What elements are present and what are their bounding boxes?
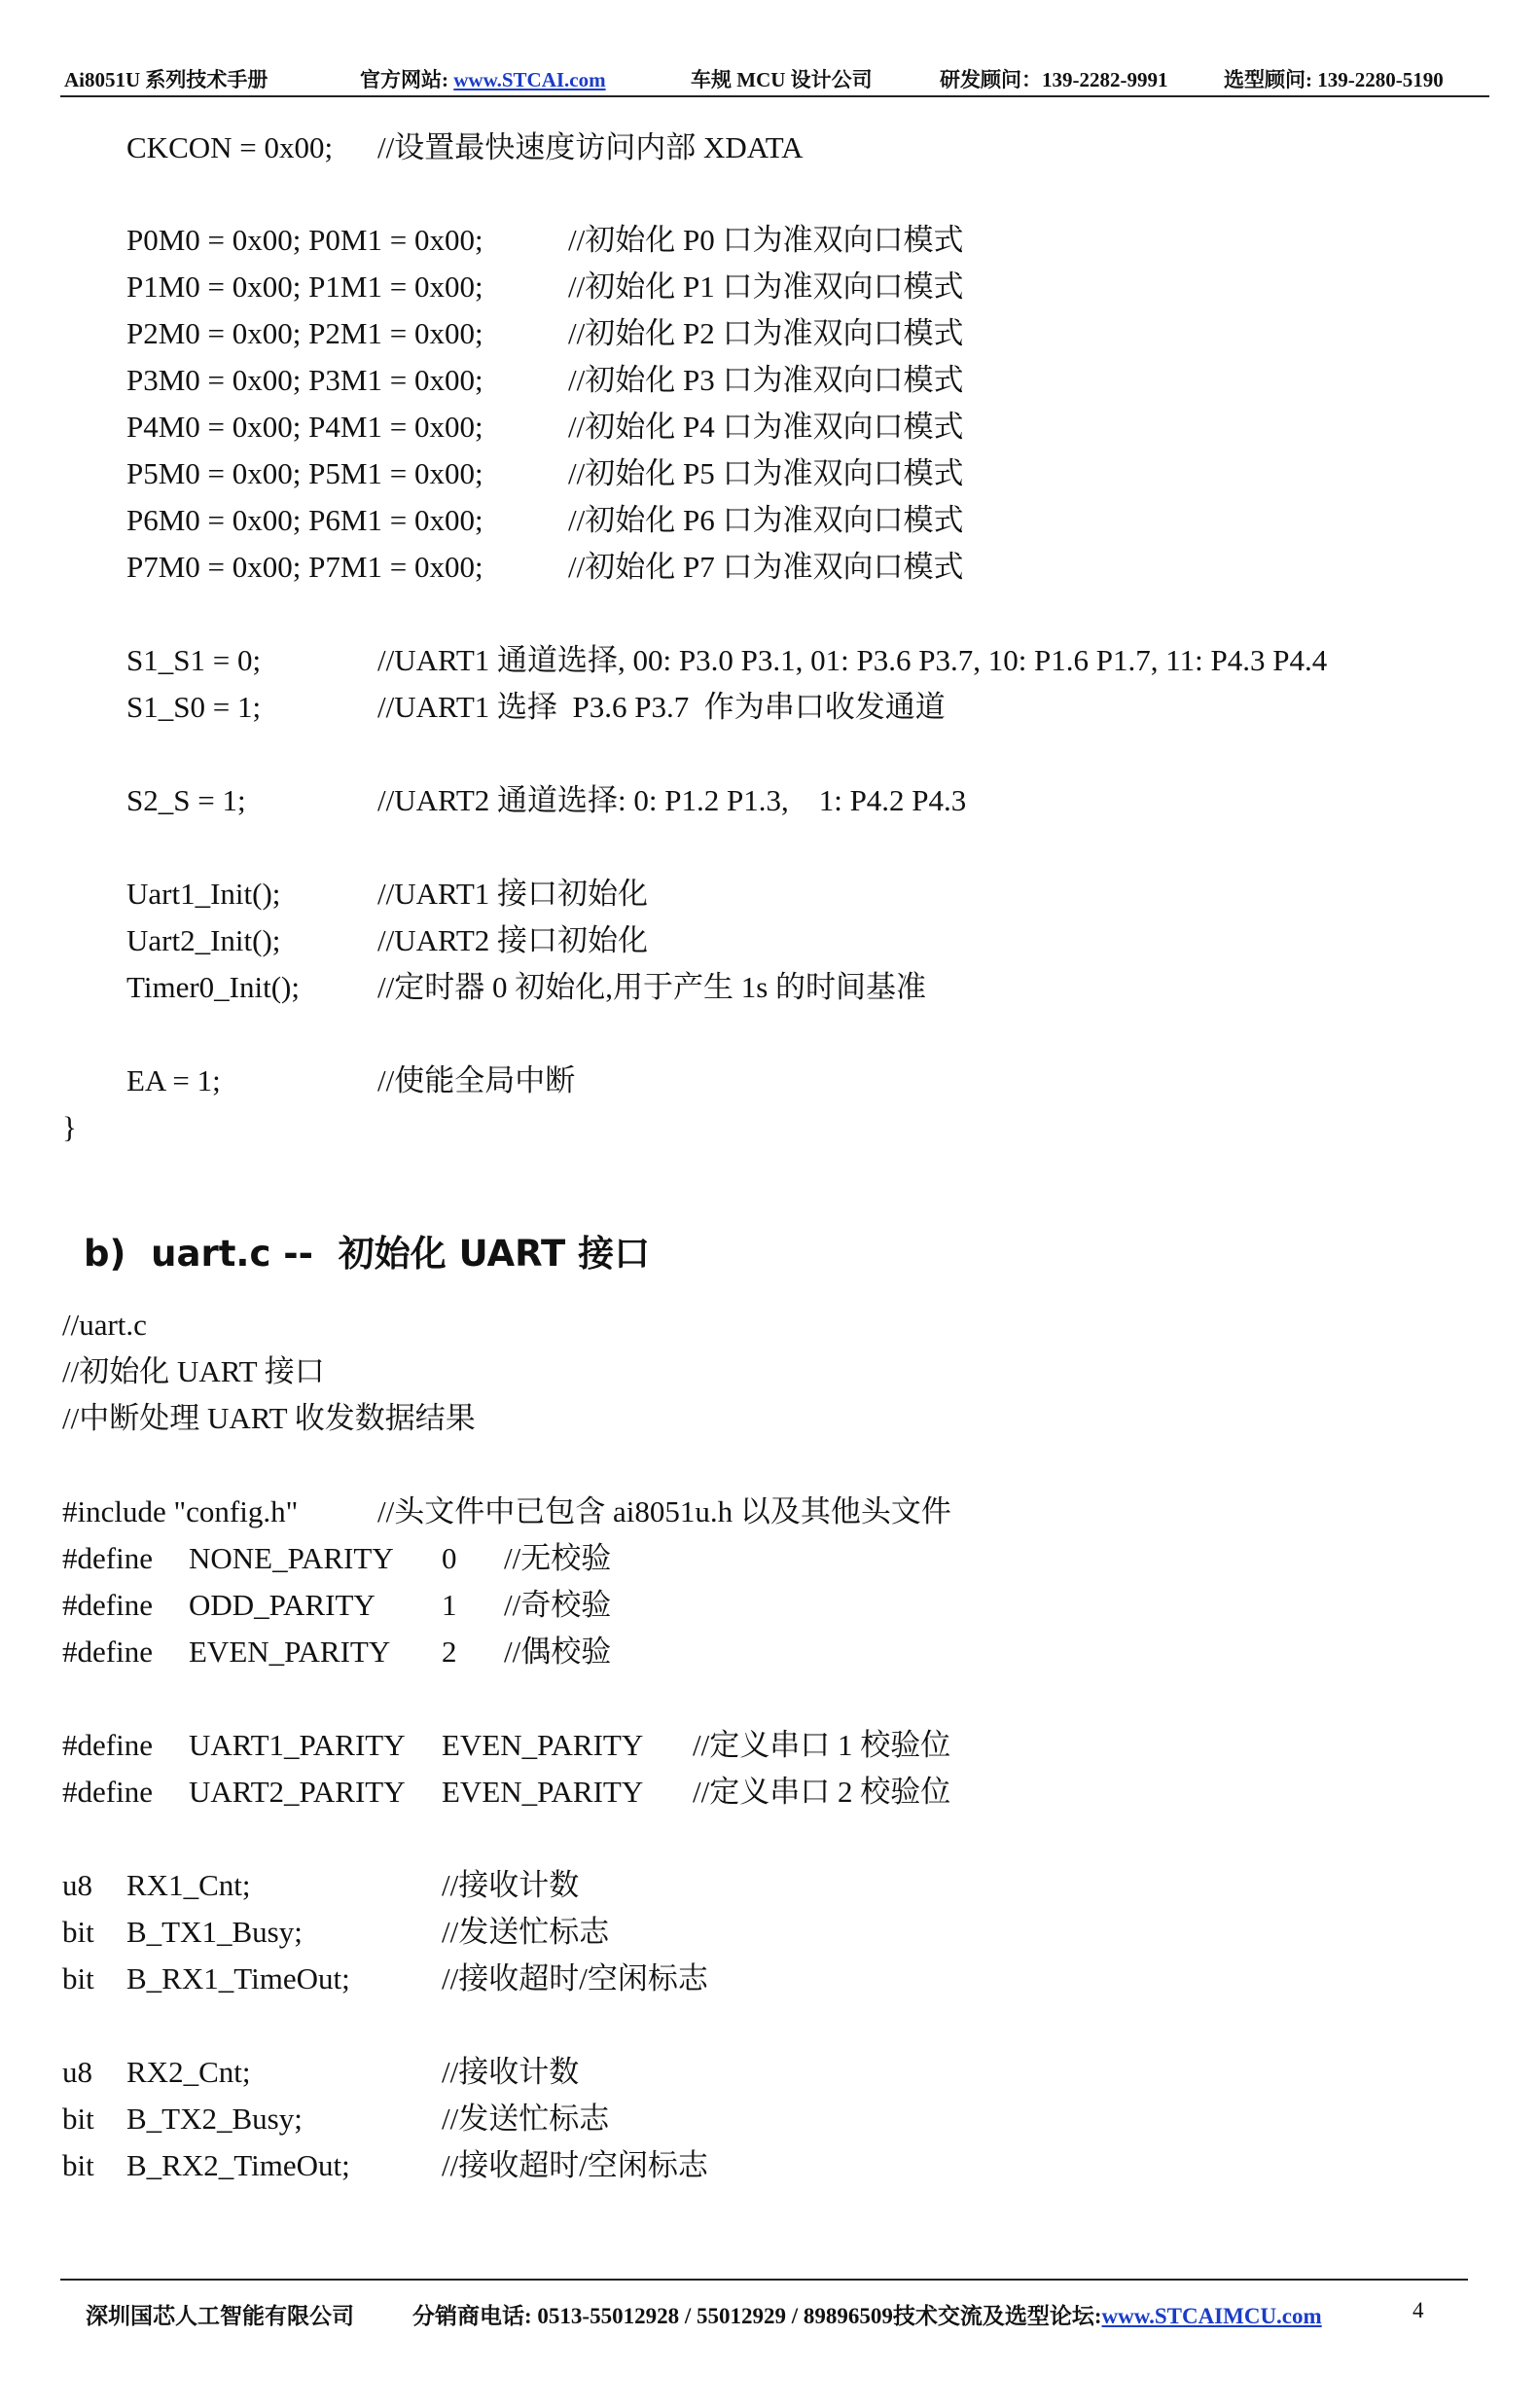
company-tagline: 车规 MCU 设计公司 [691, 68, 873, 91]
page-footer [60, 2279, 1468, 2329]
official-site [360, 64, 606, 93]
forum-link[interactable]: www.STCAIMCU.com [1101, 2304, 1322, 2328]
distributor-phone: 分销商电话: 0513-55012928 / 55012929 / 89896509技术交流及选型论坛: [412, 2304, 1102, 2328]
page-number: 4 [1413, 2298, 1424, 2322]
page-header [60, 60, 1489, 97]
selection-consultant: 选型顾问: 139-2280-5190 [1224, 68, 1444, 91]
footer-company: 深圳国芯人工智能有限公司 [86, 2304, 354, 2328]
footer-contact [412, 2298, 1322, 2330]
site-link[interactable]: www.STCAI.com [453, 68, 606, 91]
section-heading: b) uart.c -- 初始化 UART 接口 [84, 1233, 651, 1275]
site-label: 官方网站: [360, 68, 454, 91]
manual-title: Ai8051U 系列技术手册 [64, 68, 268, 91]
rd-consultant: 研发顾问：139-2282-9991 [940, 68, 1168, 91]
